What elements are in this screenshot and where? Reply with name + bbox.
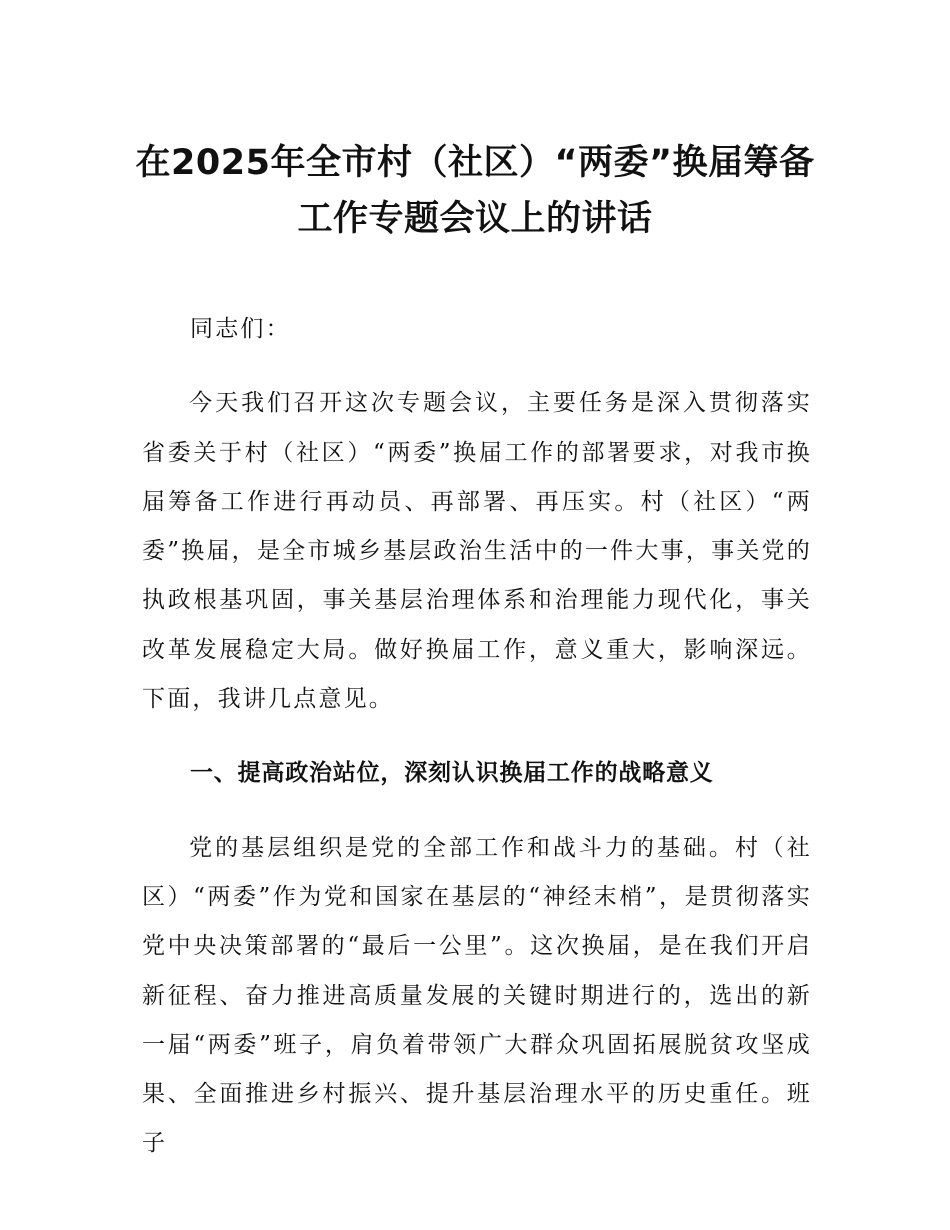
document-body	[142, 305, 812, 1169]
salutation: 同志们：	[190, 316, 291, 342]
paragraph-intro: 今天我们召开这次专题会议，主要任务是深入贯彻落实省委关于村（社区）“两委”换届工作的部署要求，对我市换届筹备工作进行再动员、再部署、再压实。村（社区）“两委”换届，是全市城乡基层政治生活中的一件大事，事关党的执政根基巩固，事关基层治理体系和治理能力现代化，事关改革发展稳定大局。做好换届工作，意义重大，影响深远。下面，我讲几点意见。	[142, 390, 812, 713]
document-title	[120, 135, 830, 247]
title-line-2: 工作专题会议上的讲话	[297, 199, 653, 240]
section-heading-1: 一、提高政治站位，深刻认识换届工作的战略意义	[190, 760, 714, 787]
paragraph-section-1: 党的基层组织是党的全部工作和战斗力的基础。村（社区）“两委”作为党和国家在基层的“神经末梢”，是贯彻落实党中央决策部署的“最后一公里”。这次换届，是在我们开启新征程、奋力推进高质量发展的关键时期进行的，选出的新一届“两委”班子，肩负着带领广大群众巩固拓展脱贫攻坚成果、全面推进乡村振兴、提升基层治理水平的历史重任。班子	[142, 834, 812, 1157]
title-line-1: 在2025年全市村（社区）“两委”换届筹备	[135, 143, 815, 184]
